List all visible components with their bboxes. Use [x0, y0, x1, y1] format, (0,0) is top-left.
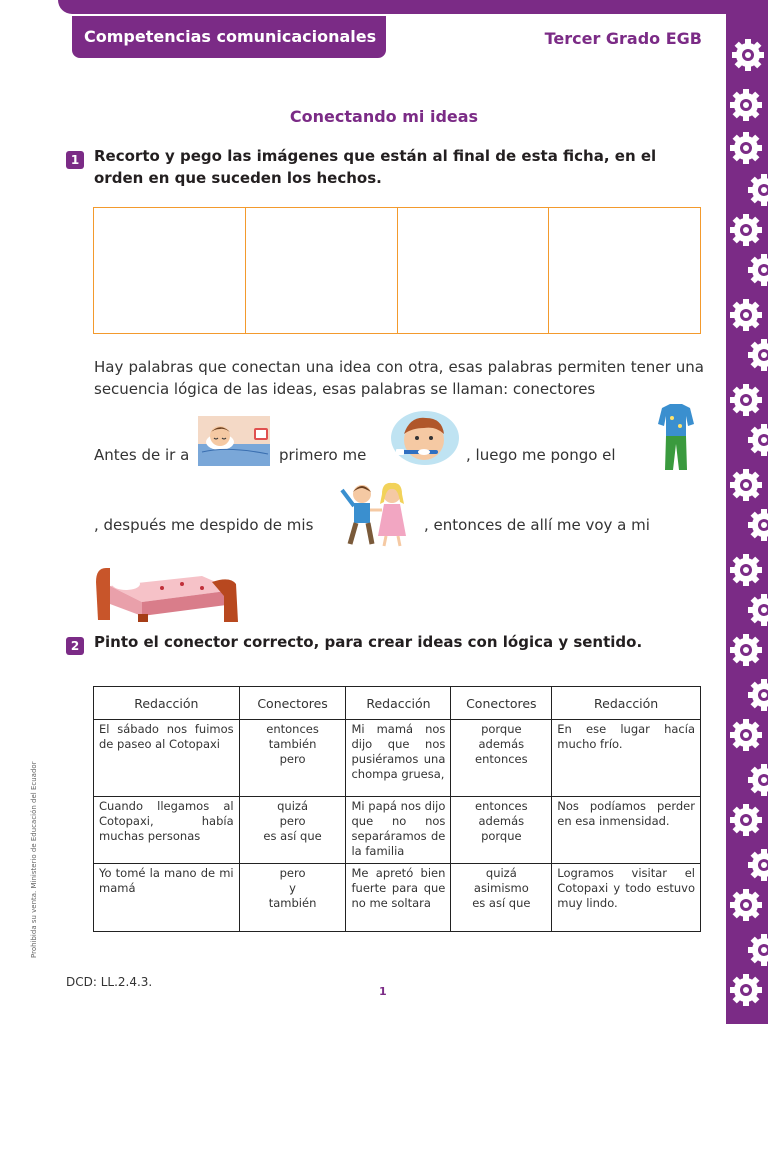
- column-header: Redacción: [346, 687, 451, 720]
- connector-options: [239, 797, 346, 864]
- dcd-code: DCD: LL.2.4.3.: [66, 975, 153, 989]
- table-row: [94, 797, 701, 864]
- connector-option[interactable]: porque: [481, 722, 522, 736]
- connector-option[interactable]: es así que: [472, 896, 531, 910]
- connector-option[interactable]: pero: [279, 752, 306, 766]
- section-1-number: 1: [66, 151, 84, 169]
- connectors-paragraph: Hay palabras que conectan una idea con otra, esas palabras permiten tener una secuencia lógica de las ideas, esas palabras se llaman: conectores: [94, 358, 704, 398]
- connector-option[interactable]: además: [478, 737, 525, 751]
- connector-option[interactable]: también: [268, 737, 317, 751]
- subject-tab: Competencias comunicacionales: [72, 16, 386, 58]
- table-row: [94, 720, 701, 797]
- column-header: Redacción: [94, 687, 240, 720]
- side-note-wrapper: [30, 761, 40, 1158]
- sentence-cell: Nos podíamos perder en esa inmensidad.: [552, 797, 701, 864]
- paste-box[interactable]: [94, 208, 246, 333]
- connector-options: [239, 864, 346, 932]
- gear-icons: [726, 0, 768, 1024]
- parents-image: [334, 480, 418, 548]
- header-bar: [58, 0, 758, 14]
- connector-option[interactable]: entonces: [266, 722, 319, 736]
- bed-image: [92, 562, 240, 624]
- sentence-cell: Cuando llegamos al Cotopaxi, había muchas personas: [94, 797, 240, 864]
- column-header: Conectores: [451, 687, 552, 720]
- paste-box[interactable]: [246, 208, 398, 333]
- connector-option[interactable]: porque: [481, 829, 522, 843]
- connector-option[interactable]: y: [289, 881, 296, 895]
- sentence-cell: Mi papá nos dijo que no nos separáramos de la familia: [346, 797, 451, 864]
- section-2-instruction: Pinto el conector correcto, para crear ideas con lógica y sentido.: [94, 633, 643, 651]
- connector-options: [451, 797, 552, 864]
- sentence-cell: Logramos visitar el Cotopaxi y todo estuvo muy lindo.: [552, 864, 701, 932]
- sentence-cell: Mi mamá nos dijo que nos pusiéramos una chompa gruesa,: [346, 720, 451, 797]
- connector-option[interactable]: asimismo: [473, 881, 529, 895]
- connector-option[interactable]: también: [268, 896, 317, 910]
- table-header-row: [94, 687, 701, 720]
- grade-label: Tercer Grado EGB: [544, 29, 702, 48]
- connector-option[interactable]: quizá: [277, 799, 308, 813]
- column-header: Redacción: [552, 687, 701, 720]
- story-text-4: , después me despido de mis: [94, 516, 314, 534]
- connector-option[interactable]: es así que: [263, 829, 322, 843]
- story-text-2: primero me: [279, 446, 367, 464]
- paste-image-boxes: [93, 207, 701, 334]
- table-row: [94, 864, 701, 932]
- connector-options: [239, 720, 346, 797]
- connector-options: [451, 864, 552, 932]
- section-1-instruction: Recorto y pego las imágenes que están al final de esta ficha, en el orden en que suceden los hechos.: [94, 147, 657, 187]
- sentence-cell: El sábado nos fuimos de paseo al Cotopaxi: [94, 720, 240, 797]
- connector-option[interactable]: pero: [279, 814, 306, 828]
- connector-option[interactable]: quizá: [485, 866, 517, 880]
- connector-option[interactable]: entonces: [475, 799, 528, 813]
- connector-options: [451, 720, 552, 797]
- decorative-side-strip: [726, 0, 768, 1024]
- column-header: Conectores: [239, 687, 346, 720]
- pajamas-image: [656, 402, 696, 474]
- page-number: 1: [379, 985, 387, 998]
- sentence-cell: En ese lugar hacía mucho frío.: [552, 720, 701, 797]
- paste-box[interactable]: [549, 208, 700, 333]
- sentence-cell: Yo tomé la mano de mi mamá: [94, 864, 240, 932]
- brushing-teeth-image: [390, 410, 460, 466]
- story-text-1: Antes de ir a: [94, 446, 190, 464]
- section-2-number: 2: [66, 637, 84, 655]
- story-text-5: , entonces de allí me voy a mi: [424, 516, 650, 534]
- sentence-cell: Me apretó bien fuerte para que no me soltara: [346, 864, 451, 932]
- page-title: Conectando mi ideas: [289, 107, 479, 126]
- connector-option[interactable]: además: [478, 814, 525, 828]
- story-text-3: , luego me pongo el: [466, 446, 616, 464]
- connector-option[interactable]: pero: [279, 866, 306, 880]
- side-note: Prohibida su venta. Ministerio de Educación del Ecuador: [30, 761, 38, 958]
- connector-option[interactable]: entonces: [475, 752, 528, 766]
- paste-box[interactable]: [398, 208, 550, 333]
- connectors-table: [93, 686, 701, 932]
- sleeping-child-image: [198, 416, 270, 466]
